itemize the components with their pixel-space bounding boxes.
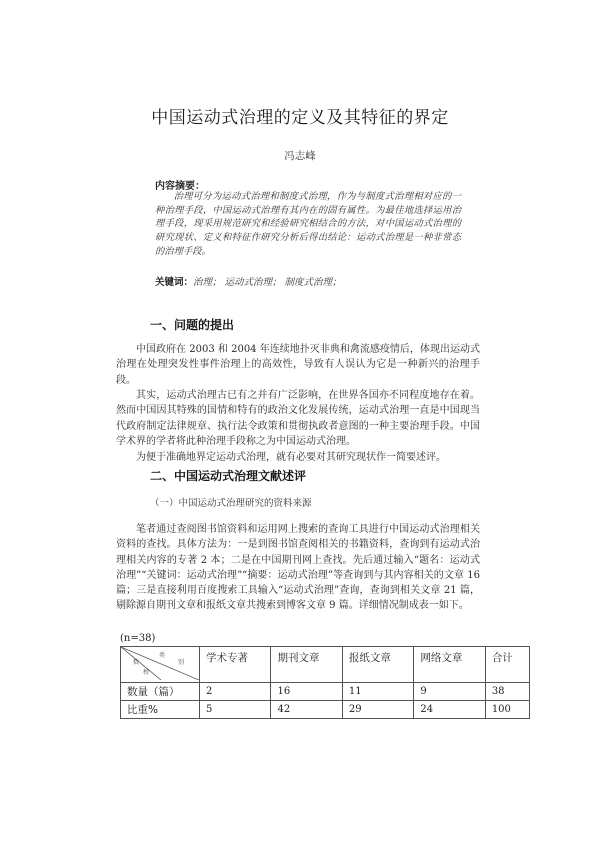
table-header-row — [121, 647, 530, 683]
table-cell: 16 — [271, 683, 342, 701]
keywords-label: 关键词： — [155, 277, 194, 288]
row-header: 数量（篇） — [121, 683, 200, 701]
column-header: 报纸文章 — [342, 647, 413, 683]
data-table — [120, 646, 530, 719]
keywords-value: 治理； 运动式治理； 制度式治理； — [193, 277, 342, 288]
section1-paragraph-3: 为便于准确地界定运动式治理，就有必要对其研究现状作一简要述评。 — [136, 452, 446, 463]
section1-paragraph-1: 中国政府在 2003 和 2004 年连续地扑灭非典和禽流感疫情后，体现出运动式治理在处理突发性事件治理上的高效性，导致有人误认为它是一种新兴的治理手段。 — [116, 344, 480, 386]
row-header: 比重% — [121, 701, 200, 719]
author-name: 冯志峰 — [284, 150, 316, 162]
table-cell: 11 — [342, 683, 413, 701]
table-cell: 5 — [200, 701, 271, 719]
column-header: 网络文章 — [414, 647, 485, 683]
table-row — [121, 683, 530, 701]
table-cell: 38 — [485, 683, 529, 701]
diag-label-3: 数 — [133, 659, 140, 666]
abstract-label: 内容摘要： — [155, 181, 205, 192]
column-header: 期刊文章 — [271, 647, 342, 683]
table-diagonal-header — [121, 647, 200, 683]
table-n-label: (n=38) — [120, 633, 156, 644]
section2-subheading: （一）中国运动式治理研究的资料来源 — [150, 498, 312, 509]
keywords-line — [155, 274, 342, 288]
column-header: 合计 — [485, 647, 529, 683]
table-cell: 42 — [271, 701, 342, 719]
section2-heading: 二、中国运动式治理文献述评 — [150, 469, 307, 483]
table-row — [121, 701, 530, 719]
section1-heading: 一、问题的提出 — [150, 318, 235, 332]
column-header: 学术专著 — [200, 647, 271, 683]
table-cell: 29 — [342, 701, 413, 719]
table-cell: 24 — [414, 701, 485, 719]
paper-title: 中国运动式治理的定义及其特征的界定 — [151, 108, 449, 128]
table-cell: 100 — [485, 701, 529, 719]
table-cell: 2 — [200, 683, 271, 701]
section2-paragraph: 笔者通过查阅图书馆资料和运用网上搜索的查询工具进行中国运动式治理相关资料的查找。具体方法为：一是到图书馆查阅相关的书籍资料，查询到有运动式治理相关内容的专著 2 本；二是在中国期刊网上查找。先后通过输入“题名：运动式治理”“关键词：运动式治理”“摘要：运动式治理”等查询到与其内容相关的文章 16 篇；三是直接利用百度搜索工具输入“运动式治理”查询，查询到相关文章 21 篇，剔除源自期刊文章和报纸文章共搜索到博客文章 9 篇。详细情况制成表一如下。 — [116, 524, 480, 612]
diag-label-2: 别 — [178, 659, 185, 666]
table-cell: 9 — [414, 683, 485, 701]
diag-label-4: 榜 — [143, 669, 150, 676]
section1-paragraph-2: 其实，运动式治理古已有之并有广泛影响，在世界各国亦不同程度地存在着。然而中国因其特殊的国情和特有的政治文化发展传统，运动式治理一直是中国现当代政府制定法律规章、执行法令政策和贯彻执政者意图的一种主要治理手段。中国学术界的学者将此种治理手段称之为中国运动式治理。 — [116, 390, 480, 447]
abstract-text: 治理可分为运动式治理和制度式治理，作为与制度式治理相对应的一种治理手段，中国运动式治理有其内在的固有属性。为最佳地选择运用治理手段，现采用规范研究和经验研究相结合的方法，对中国运动式治理的研究现状、定义和特征作研究分析后得出结论：运动式治理是一种非常态的治理手段。 — [155, 191, 461, 257]
diag-label-1: 类 — [159, 652, 166, 659]
